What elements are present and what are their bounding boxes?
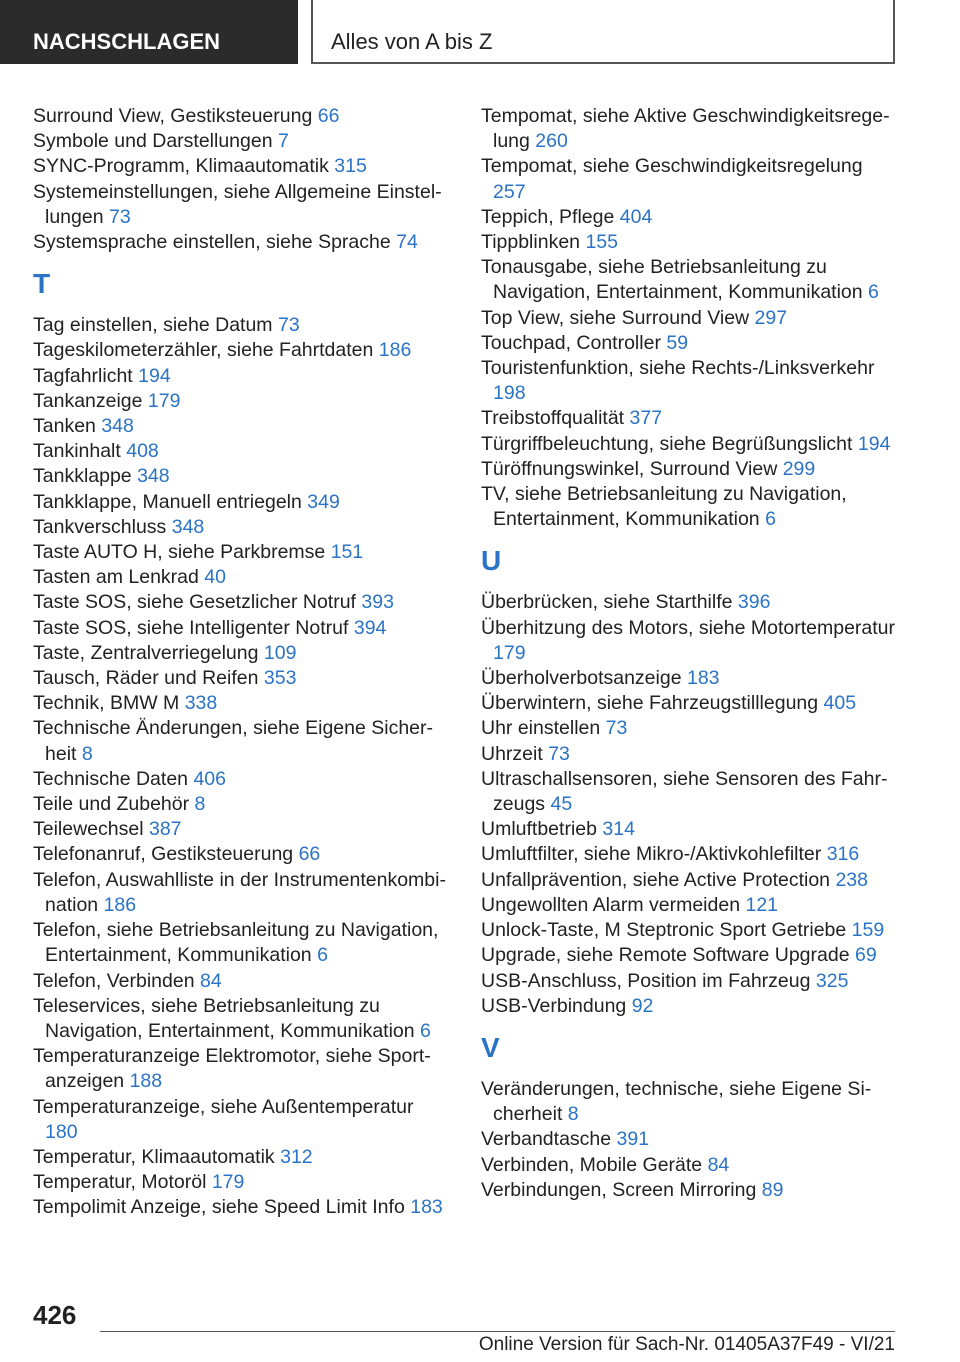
- index-entry: [481, 666, 899, 691]
- index-entry-text: Touchpad, Controller: [481, 331, 661, 354]
- index-entry: [33, 1170, 451, 1195]
- index-entry: [481, 842, 899, 867]
- index-entry: [481, 590, 899, 615]
- index-entry-text: Systemsprache einstellen, siehe Sprache: [33, 231, 391, 254]
- index-entry: [33, 641, 451, 666]
- index-entry: [33, 842, 451, 867]
- index-entry-text: Tempolimit Anzeige, siehe Speed Limit Info: [33, 1196, 405, 1219]
- chapter-header: [311, 0, 895, 64]
- page-reference-link[interactable]: 198: [493, 382, 526, 405]
- page-reference-link[interactable]: 183: [410, 1196, 443, 1219]
- index-entry-text: Überwintern, siehe Fahrzeugstilllegung: [481, 692, 819, 715]
- page-reference-link[interactable]: 387: [148, 818, 182, 841]
- page-reference-link[interactable]: 45: [550, 793, 573, 816]
- index-entry-text: Technik, BMW M: [33, 692, 180, 715]
- page-reference-link[interactable]: 315: [334, 155, 367, 178]
- index-entry-text: Taste SOS, siehe Gesetzlicher Notruf: [33, 591, 356, 614]
- page-reference-link[interactable]: 338: [184, 692, 218, 715]
- page-reference-link[interactable]: 6: [317, 944, 328, 967]
- page-reference-link[interactable]: 179: [493, 641, 526, 664]
- index-entry: [33, 230, 451, 255]
- page-reference-link[interactable]: 73: [277, 314, 300, 337]
- page-reference-link[interactable]: 73: [108, 205, 131, 228]
- index-entry-text: Top View, siehe Surround View: [481, 306, 750, 329]
- page-reference-link[interactable]: 257: [493, 180, 526, 203]
- index-entry: [481, 691, 899, 716]
- page-reference-link[interactable]: 260: [535, 130, 568, 153]
- page-reference-link[interactable]: 186: [378, 339, 412, 362]
- index-entry-text: Taste AUTO H, siehe Parkbremse: [33, 541, 326, 564]
- index-entry-text: Systemeinstellungen, siehe Allgemeine Einstellungen: [33, 180, 442, 228]
- page-reference-link[interactable]: 151: [330, 541, 364, 564]
- page-reference-link[interactable]: 186: [103, 893, 137, 916]
- index-entry-text: Teile und Zubehör: [33, 793, 190, 816]
- index-entry-text: Ultraschallsensoren, siehe Sensoren des Fahrzeugs: [481, 767, 888, 816]
- page-reference-link[interactable]: 66: [317, 105, 340, 127]
- page-reference-link[interactable]: 314: [602, 818, 635, 841]
- page-reference-link[interactable]: 297: [754, 306, 788, 329]
- index-entry: [33, 313, 451, 338]
- index-entry-text: Umluftbetrieb: [481, 818, 597, 841]
- index-entry: [481, 457, 899, 482]
- page-reference-link[interactable]: 8: [567, 1103, 579, 1126]
- index-entry-text: Tankinhalt: [33, 440, 121, 463]
- index-entry: [33, 918, 451, 968]
- index-entry-text: Temperaturanzeige Elektromotor, siehe Sportanzeigen: [33, 1045, 431, 1093]
- page-reference-link[interactable]: 393: [361, 591, 394, 614]
- index-entry: [481, 205, 899, 230]
- index-entry-text: Upgrade, siehe Remote Software Upgrade: [481, 944, 850, 967]
- index-entry: [481, 482, 899, 532]
- index-entry-text: Teleservices, siehe Betriebsanleitung zu Navigation, Entertainment, Kommunikation: [33, 994, 415, 1042]
- section-title: NACHSCHLAGEN: [33, 29, 220, 54]
- index-entry: [33, 994, 451, 1044]
- index-entry: [33, 490, 451, 515]
- index-entry: [33, 364, 451, 389]
- page-reference-link[interactable]: 109: [263, 641, 297, 664]
- index-entry-text: Verbinden, Mobile Geräte: [481, 1153, 703, 1176]
- index-entry-text: Technische Daten: [33, 767, 189, 790]
- index-entry: [33, 389, 451, 414]
- index-entry-text: Türgriffbeleuchtung, siehe Begrüßungslicht: [481, 432, 853, 455]
- index-entry: [33, 414, 451, 439]
- index-entry: [33, 868, 451, 918]
- index-entry: [33, 154, 451, 179]
- index-entry: [33, 1044, 451, 1094]
- page-reference-link[interactable]: 188: [129, 1070, 163, 1093]
- index-entry-text: Surround View, Gestiksteuerung: [33, 105, 313, 127]
- index-entry: [481, 1077, 899, 1127]
- page-reference-link[interactable]: 180: [45, 1120, 78, 1143]
- index-entry-text: Treibstoffqualität: [481, 407, 625, 430]
- chapter-title: Alles von A bis Z: [331, 29, 493, 54]
- index-entry: [481, 918, 899, 943]
- index-entry: [481, 356, 899, 406]
- index-entry-text: Türöffnungswinkel, Surround View: [481, 457, 778, 480]
- index-entry-text: USB-Anschluss, Position im Fahrzeug: [481, 969, 811, 992]
- index-entry-text: Taste, Zentralverriegelung: [33, 641, 259, 664]
- page-reference-link[interactable]: 179: [211, 1171, 245, 1194]
- page-reference-link[interactable]: 6: [868, 281, 879, 304]
- index-entry: [481, 432, 899, 457]
- index-entry-text: Ungewollten Alarm vermeiden: [481, 893, 741, 916]
- page-reference-link[interactable]: 404: [619, 205, 653, 228]
- page-reference-link[interactable]: 73: [548, 742, 570, 765]
- page-reference-link[interactable]: 155: [585, 231, 618, 254]
- index-entry: [33, 817, 451, 842]
- index-entry: [481, 893, 899, 918]
- index-entry: [481, 1153, 899, 1178]
- index-entry-text: Temperaturanzeige, siehe Außentemperatur: [33, 1095, 414, 1118]
- page-reference-link[interactable]: 312: [280, 1145, 313, 1168]
- index-entry: [481, 1178, 899, 1203]
- index-entry: [33, 180, 451, 230]
- index-entry: [481, 1127, 899, 1152]
- index-entry: [33, 104, 451, 129]
- page-reference-link[interactable]: 7: [277, 130, 289, 153]
- index-entry-text: Tagfahrlicht: [33, 364, 133, 387]
- index-entry-text: Uhr einstellen: [481, 717, 601, 740]
- page-reference-link[interactable]: 66: [298, 843, 321, 866]
- index-entry-text: USB-Verbindung: [481, 994, 627, 1017]
- index-entry: [33, 1195, 451, 1220]
- index-entry-text: Unlock-Taste, M Steptronic Sport Getriebe: [481, 919, 847, 942]
- index-entry: [33, 1145, 451, 1170]
- page-number: 426: [33, 1300, 77, 1330]
- page-reference-link[interactable]: 394: [353, 616, 387, 639]
- page-reference-link[interactable]: 8: [81, 742, 93, 765]
- page-reference-link[interactable]: 183: [686, 667, 720, 690]
- index-entry: [481, 742, 899, 767]
- index-entry-text: SYNC-Programm, Klimaautomatik: [33, 155, 329, 178]
- page-reference-link[interactable]: 159: [851, 919, 885, 942]
- page-reference-link[interactable]: 6: [420, 1019, 431, 1042]
- index-entry-text: Taste SOS, siehe Intelligenter Notruf: [33, 616, 349, 639]
- page-reference-link[interactable]: 194: [857, 432, 891, 455]
- page-reference-link[interactable]: 406: [193, 767, 226, 790]
- index-entry-text: Tasten am Lenkrad: [33, 566, 199, 589]
- index-entry: [481, 943, 899, 968]
- index-entry-text: Tankklappe: [33, 465, 132, 488]
- index-entry-text: Veränderungen, technische, siehe Eigene Sicherheit: [481, 1077, 872, 1126]
- page-reference-link[interactable]: 348: [137, 465, 170, 488]
- index-entry-text: Temperatur, Klimaautomatik: [33, 1145, 275, 1168]
- index-entry: [481, 716, 899, 741]
- index-entry: [481, 406, 899, 431]
- page-reference-link[interactable]: 405: [823, 692, 857, 715]
- page-reference-link[interactable]: 6: [765, 508, 776, 531]
- index-entry: [33, 1095, 451, 1145]
- index-entry-text: Telefonanruf, Gestiksteuerung: [33, 843, 294, 866]
- index-entry: [481, 616, 899, 666]
- index-entry: [33, 716, 451, 766]
- index-entry: [481, 868, 899, 893]
- section-tab: [0, 0, 298, 64]
- page-reference-link[interactable]: 84: [199, 969, 222, 992]
- page-reference-link[interactable]: 84: [707, 1153, 730, 1176]
- index-entry: [33, 969, 451, 994]
- index-entry: [33, 792, 451, 817]
- index-entry-text: Tankklappe, Manuell entriegeln: [33, 490, 302, 513]
- index-entry-text: Überhitzung des Motors, siehe Motortemperatur: [481, 616, 896, 639]
- index-entry: [33, 691, 451, 716]
- index-entry-text: Unfallprävention, siehe Active Protection: [481, 868, 831, 891]
- index-entry-text: Verbindungen, Screen Mirroring: [481, 1178, 757, 1201]
- index-entry: [33, 464, 451, 489]
- page-reference-link[interactable]: 89: [761, 1178, 784, 1201]
- index-entry-text: Tausch, Räder und Reifen: [33, 667, 259, 690]
- index-entry: [33, 515, 451, 540]
- index-entry: [33, 540, 451, 565]
- page-reference-link[interactable]: 8: [194, 793, 206, 816]
- index-entry-text: Teilewechsel: [33, 818, 144, 841]
- index-column-left: [33, 104, 451, 1221]
- page-reference-link[interactable]: 349: [307, 490, 340, 513]
- page-reference-link[interactable]: 59: [666, 331, 689, 354]
- index-entry: [33, 590, 451, 615]
- index-entry: [33, 129, 451, 154]
- index-letter-heading: V: [481, 1031, 500, 1063]
- index-column-right: [481, 104, 899, 1203]
- index-entry-text: Tag einstellen, siehe Datum: [33, 314, 273, 337]
- index-entry: [481, 255, 899, 305]
- index-entry: [33, 338, 451, 363]
- index-entry: [481, 306, 899, 331]
- index-entry-text: Tankanzeige: [33, 389, 143, 412]
- index-entry-text: Touristenfunktion, siehe Rechts-/Linksverkehr: [481, 357, 875, 380]
- index-entry-text: Tanken: [33, 415, 96, 438]
- page-reference-link[interactable]: 74: [396, 231, 418, 254]
- index-entry-text: Temperatur, Motoröl: [33, 1171, 207, 1194]
- footer-version: Online Version für Sach-Nr. 01405A37F49 - VI/21: [478, 1334, 895, 1355]
- index-entry: [33, 767, 451, 792]
- index-entry: [481, 230, 899, 255]
- index-entry: [481, 969, 899, 994]
- page-reference-link[interactable]: 377: [629, 407, 663, 430]
- index-entry: [33, 666, 451, 691]
- index-entry-text: Tankverschluss: [33, 515, 167, 538]
- index-entry-text: Telefon, Verbinden: [33, 969, 195, 992]
- index-entry-text: Umluftfilter, siehe Mikro-/Aktivkohlefilter: [481, 843, 822, 866]
- index-entry-text: Tonausgabe, siehe Betriebsanleitung zu Navigation, Entertainment, Kommunikation: [481, 256, 863, 304]
- page-reference-link[interactable]: 325: [815, 969, 849, 992]
- page-reference-link[interactable]: 92: [631, 994, 654, 1017]
- index-entry-text: Telefon, siehe Betriebsanleitung zu Navigation, Entertainment, Kommunikation: [33, 919, 439, 967]
- index-entry-text: Technische Änderungen, siehe Eigene Sicherheit: [33, 717, 434, 765]
- page-reference-link[interactable]: 40: [204, 566, 226, 589]
- index-entry-text: Überbrücken, siehe Starthilfe: [481, 591, 733, 614]
- index-entry-text: Teppich, Pflege: [481, 205, 615, 228]
- page-reference-link[interactable]: 348: [101, 415, 134, 438]
- page-reference-link[interactable]: 73: [605, 717, 628, 740]
- page-reference-link[interactable]: 238: [835, 868, 868, 891]
- index-entry: [481, 331, 899, 356]
- footer-divider: [100, 1331, 895, 1332]
- index-entry: [481, 767, 899, 817]
- index-entry: [481, 154, 899, 204]
- index-entry-text: Uhrzeit: [481, 742, 543, 765]
- index-entry-text: Telefon, Auswahlliste in der Instrumentenkombination: [33, 868, 446, 916]
- index-entry-text: TV, siehe Betriebsanleitung zu Navigation, Entertainment, Kommunikation: [481, 483, 847, 531]
- index-entry-text: Verbandtasche: [481, 1128, 612, 1151]
- page-reference-link[interactable]: 353: [263, 667, 297, 690]
- page-reference-link[interactable]: 194: [138, 364, 171, 387]
- page-reference-link[interactable]: 408: [126, 440, 159, 463]
- page-reference-link[interactable]: 396: [737, 591, 771, 614]
- index-entry: [33, 565, 451, 590]
- page-reference-link[interactable]: 299: [782, 457, 816, 480]
- index-entry: [481, 817, 899, 842]
- page-reference-link[interactable]: 179: [147, 389, 181, 412]
- page-reference-link[interactable]: 348: [171, 515, 205, 538]
- index-entry-text: Tippblinken: [481, 231, 581, 254]
- index-entry-text: Tageskilometerzähler, siehe Fahrtdaten: [33, 339, 374, 362]
- page-reference-link[interactable]: 316: [826, 843, 860, 866]
- index-entry-text: Tempomat, siehe Aktive Geschwindigkeitsregelung: [481, 105, 890, 153]
- index-entry-text: Überholverbotsanzeige: [481, 667, 682, 690]
- page-reference-link[interactable]: 121: [745, 893, 779, 916]
- index-entry: [481, 104, 899, 154]
- index-entry: [33, 616, 451, 641]
- index-entry: [481, 994, 899, 1019]
- index-letter-heading: U: [481, 545, 502, 577]
- page-reference-link[interactable]: 69: [854, 944, 877, 967]
- index-entry-text: Tempomat, siehe Geschwindigkeitsregelung: [481, 155, 863, 178]
- page-reference-link[interactable]: 391: [616, 1128, 650, 1151]
- index-entry: [33, 439, 451, 464]
- index-entry-text: Symbole und Darstellungen: [33, 130, 273, 153]
- index-letter-heading: T: [33, 268, 51, 300]
